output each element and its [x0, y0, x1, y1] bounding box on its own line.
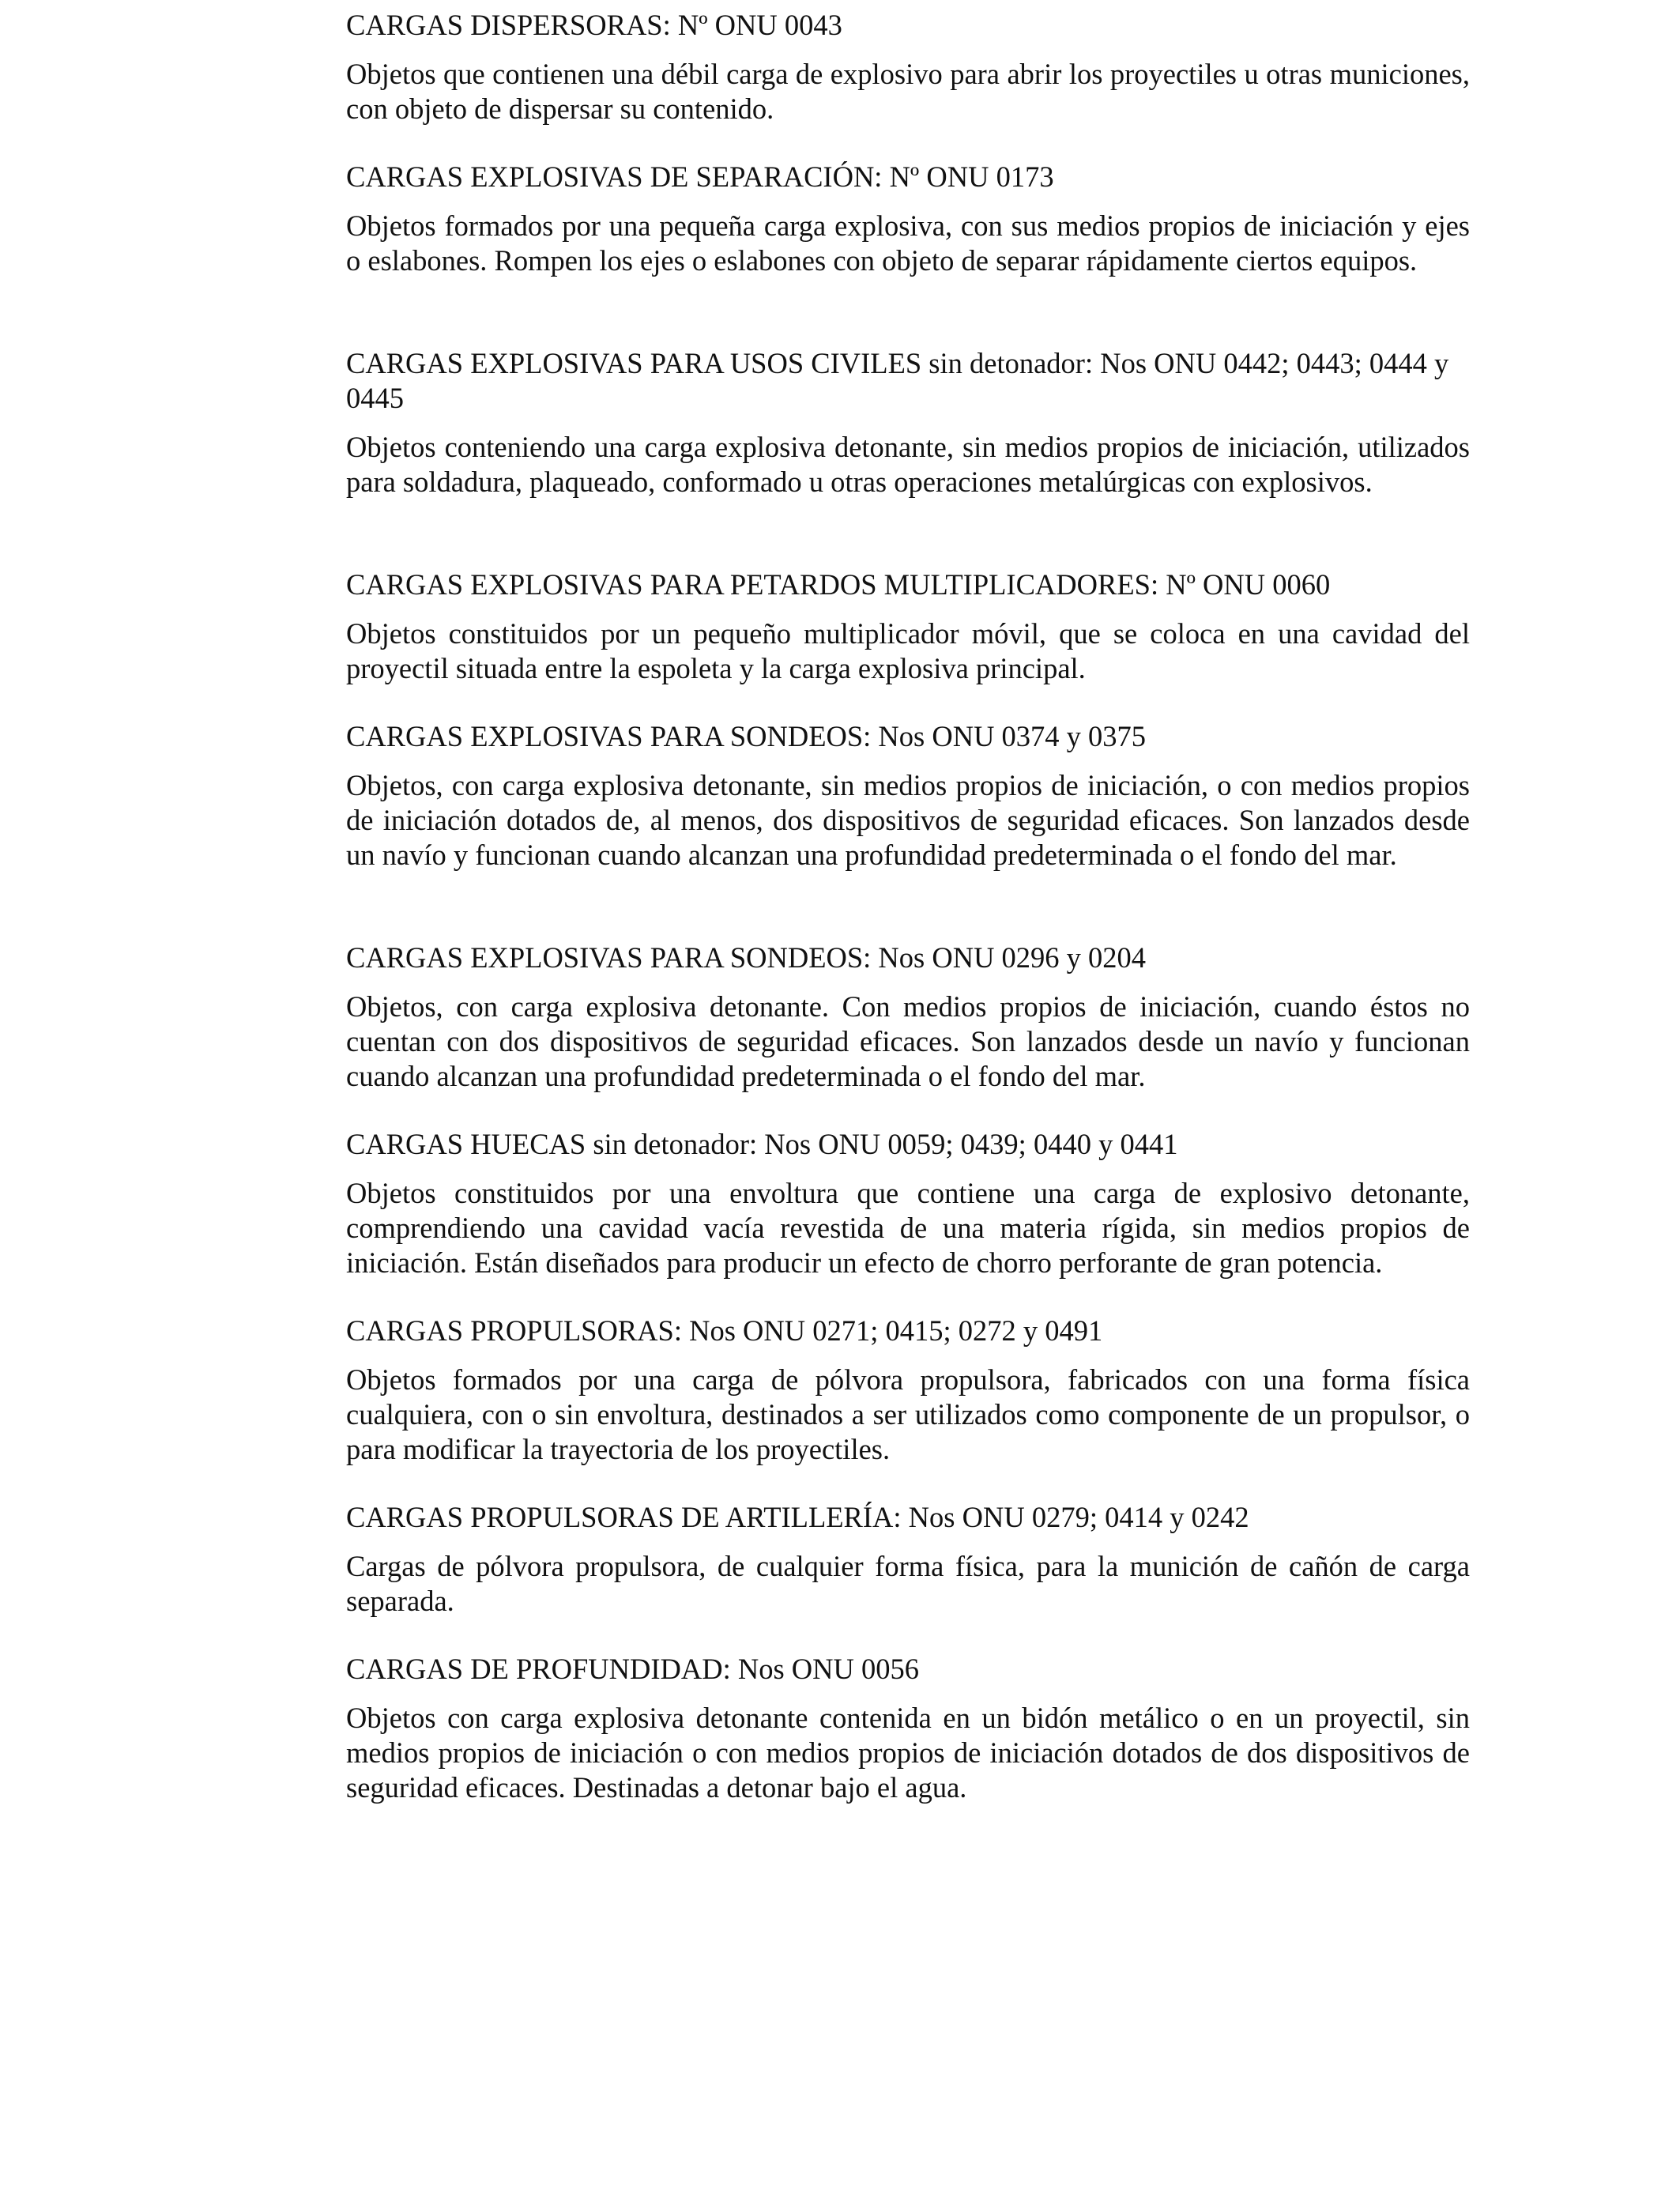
entry-heading: CARGAS EXPLOSIVAS PARA SONDEOS: Nos ONU 0296 y 0204	[346, 941, 1147, 974]
entry-cargas-propulsoras-artilleria	[346, 1500, 1470, 1619]
entry-description: Objetos conteniendo una carga explosiva detonante, sin medios propios de iniciación, utilizados para soldadura, plaqueado, conformado u otras operaciones metalúrgicas con explosivos.	[346, 431, 1470, 498]
entry-description: Objetos que contienen una débil carga de explosivo para abrir los proyectiles u otras municiones, con objeto de dispersar su contenido.	[346, 58, 1470, 125]
entry-cargas-huecas	[346, 1127, 1470, 1280]
entry-description: Objetos, con carga explosiva detonante. Con medios propios de iniciación, cuando éstos no cuentan con dos dispositivos de seguridad eficaces. Son lanzados desde un navío y funcionan cuando alcanzan una profundidad predeterminada o el fondo del mar.	[346, 990, 1470, 1092]
entry-description: Objetos con carga explosiva detonante contenida en un bidón metálico o en un proyectil, sin medios propios de iniciación o con medios propios de iniciación dotados de dos dispositivos de seguridad eficaces. Destinadas a detonar bajo el agua.	[346, 1702, 1470, 1804]
entry-cargas-petardos-multiplicadores	[346, 567, 1470, 686]
entry-heading: CARGAS DE PROFUNDIDAD: Nos ONU 0056	[346, 1653, 919, 1685]
entry-description: Objetos constituidos por un pequeño multiplicador móvil, que se coloca en una cavidad del proyectil situada entre la espoleta y la carga explosiva principal.	[346, 617, 1470, 684]
entry-heading: CARGAS PROPULSORAS DE ARTILLERÍA: Nos ONU 0279; 0414 y 0242	[346, 1501, 1249, 1533]
entry-description: Objetos formados por una carga de pólvora propulsora, fabricados con una forma física cualquiera, con o sin envoltura, destinados a ser utilizados como componente de un propulsor, o para modificar la trayectoria de los proyectiles.	[346, 1363, 1470, 1465]
entry-cargas-dispersoras	[346, 8, 1470, 126]
entry-heading: CARGAS EXPLOSIVAS DE SEPARACIÓN: Nº ONU 0173	[346, 160, 1054, 193]
entry-cargas-explosivas-usos-civiles	[346, 346, 1470, 499]
entry-description: Objetos constituidos por una envoltura que contiene una carga de explosivo detonante, comprendiendo una cavidad vacía revestida de una materia rígida, sin medios propios de iniciación. Están diseñados para producir un efecto de chorro perforante de gran potencia.	[346, 1177, 1470, 1279]
entry-cargas-explosivas-separacion	[346, 160, 1470, 278]
entry-cargas-profundidad	[346, 1652, 1470, 1805]
entry-heading: CARGAS HUECAS sin detonador: Nos ONU 0059; 0439; 0440 y 0441	[346, 1128, 1178, 1160]
entry-heading: CARGAS PROPULSORAS: Nos ONU 0271; 0415; 0272 y 0491	[346, 1314, 1103, 1347]
entry-cargas-propulsoras	[346, 1314, 1470, 1467]
entry-description: Objetos, con carga explosiva detonante, sin medios propios de iniciación, o con medios propios de iniciación dotados de, al menos, dos dispositivos de seguridad eficaces. Son lanzados desde un navío y funcionan cuando alcanzan una profundidad predeterminada o el fondo del mar.	[346, 769, 1470, 871]
entry-cargas-sondeos-0296	[346, 941, 1470, 1094]
entry-description: Objetos formados por una pequeña carga explosiva, con sus medios propios de iniciación y ejes o eslabones. Rompen los ejes o eslabones con objeto de separar rápidamente ciertos equipos.	[346, 209, 1470, 277]
entry-heading: CARGAS EXPLOSIVAS PARA PETARDOS MULTIPLICADORES: Nº ONU 0060	[346, 568, 1331, 601]
entry-heading: CARGAS DISPERSORAS: Nº ONU 0043	[346, 9, 842, 41]
entry-heading: CARGAS EXPLOSIVAS PARA USOS CIVILES sin detonador: Nos ONU 0442; 0443; 0444 y 0445	[346, 347, 1449, 414]
entry-description: Cargas de pólvora propulsora, de cualquier forma física, para la munición de cañón de carga separada.	[346, 1550, 1470, 1617]
entry-cargas-sondeos-0374	[346, 719, 1470, 873]
entry-heading: CARGAS EXPLOSIVAS PARA SONDEOS: Nos ONU 0374 y 0375	[346, 720, 1147, 752]
